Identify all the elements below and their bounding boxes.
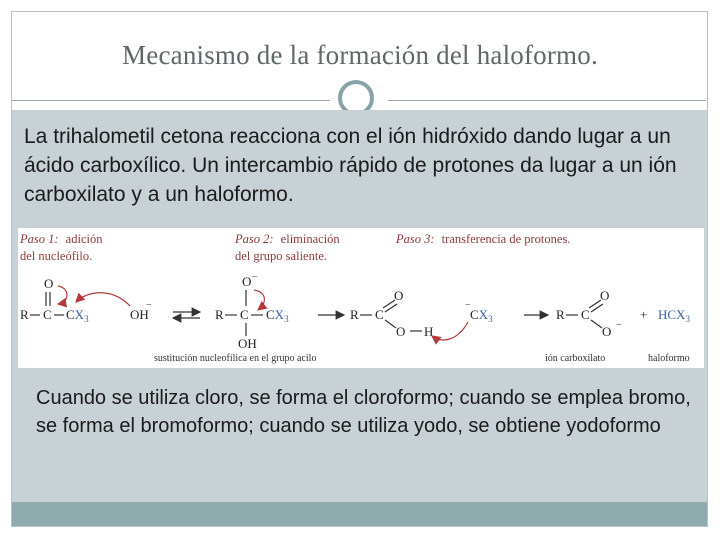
intro-paragraph: La trihalometil cetona reacciona con el ión hidróxido dando lugar a un ácido carboxílico. Un intercambio rápido de protones da lugar a un ión carboxilato y a un haloformo. [24,125,677,206]
cx3-group-1: $CX_3$ [66,307,89,324]
svg-text:O: O [600,288,610,303]
svg-text:+: + [640,307,648,322]
svg-text:C: C [581,307,590,322]
cx3-anion: $CX_3$ [470,307,493,324]
svg-text:−: − [146,300,152,311]
structure-carboxylate [556,288,690,339]
svg-text:C: C [240,307,249,322]
haloform-product: $HCX_3$ [658,307,690,324]
mechanism-diagram [18,228,704,368]
svg-text:R: R [350,307,359,322]
svg-text:−: − [252,272,258,283]
mechanism-svg [18,228,704,368]
step2-label-line2: del grupo saliente. [235,249,327,263]
svg-text:O: O [44,276,54,291]
step1-label-line2: del nucleófilo. [20,249,93,263]
title-divider-left [12,100,330,101]
svg-text:R: R [215,307,224,322]
caption-haloform: haloformo [648,353,690,364]
svg-text:O: O [396,324,406,339]
caption-substitution: sustitución nucleofílica en el grupo acilo [154,353,317,364]
svg-text:R: R [20,307,29,322]
svg-text:OH: OH [130,307,149,322]
svg-text:−: − [616,320,622,331]
step1-label: Paso 1: adición [20,232,103,246]
structure-tetrahedral [215,272,289,351]
svg-text:O: O [242,274,252,289]
title-divider-right [388,100,706,101]
slide-title: Mecanismo de la formación del haloformo. [122,40,598,70]
svg-text:C: C [43,307,52,322]
structure-acid [350,288,493,340]
cx3-group-2: $CX_3$ [266,307,289,324]
svg-text:O: O [602,324,612,339]
footer-bar [12,502,707,526]
caption-carboxylate: ión carboxilato [545,353,606,364]
svg-text:C: C [375,307,384,322]
svg-text:OH: OH [238,336,257,351]
svg-text:H: H [424,324,434,339]
halogen-paragraph: Cuando se utiliza cloro, se forma el cloroformo; cuando se emplea bromo, se forma el bromoformo; cuando se utiliza yodo, se obtiene yodoformo [36,387,691,437]
svg-text:−: − [465,300,471,311]
step2-label: Paso 2: eliminación [235,232,340,246]
svg-text:O: O [394,288,404,303]
step3-label: Paso 3: transferencia de protones. [396,232,571,246]
svg-text:R: R [556,307,565,322]
